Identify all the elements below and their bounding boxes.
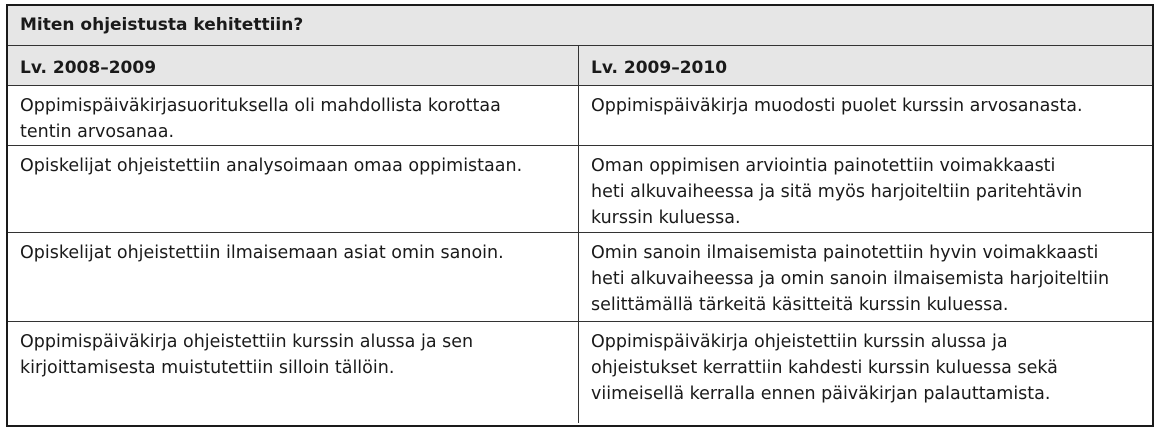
table-cell [579, 146, 1152, 232]
cell-line: Opiskelijat ohjeistettiin analysoimaan omaa oppimistaan. [20, 156, 523, 176]
table-row [8, 86, 1152, 146]
header-row [8, 46, 1152, 86]
cell-line: selittämällä tärkeitä käsitteitä kurssin kuluessa. [591, 295, 1009, 315]
header-col-2008-2009: Lv. 2008–2009 [8, 46, 579, 85]
comparison-table [6, 4, 1154, 427]
header-col-2009-2010: Lv. 2009–2010 [591, 58, 728, 78]
table-cell [579, 86, 1152, 145]
cell-line: Oppimispäiväkirja ohjeistettiin kurssin alussa ja sen [20, 332, 474, 352]
table-cell [8, 146, 579, 232]
table-cell [8, 322, 579, 423]
table-row [8, 146, 1152, 233]
cell-line: viimeisellä kerralla ennen päiväkirjan palauttamista. [591, 384, 1051, 404]
cell-line: tentin arvosanaa. [20, 122, 175, 142]
cell-line: heti alkuvaiheessa ja sitä myös harjoiteltiin paritehtävin [591, 182, 1083, 202]
cell-line: ohjeistukset kerrattiin kahdesti kurssin kuluessa sekä [591, 358, 1058, 378]
table-row [8, 233, 1152, 322]
cell-line: kirjoittamisesta muistutettiin silloin tällöin. [20, 358, 395, 378]
table-cell [579, 233, 1152, 321]
cell-line: heti alkuvaiheessa ja omin sanoin ilmaisemista harjoiteltiin [591, 269, 1110, 289]
table-cell [8, 86, 579, 145]
cell-line: Oman oppimisen arviointia painotettiin voimakkaasti [591, 156, 1056, 176]
cell-line: Oppimispäiväkirjasuorituksella oli mahdollista korottaa [20, 96, 501, 116]
cell-line: Oppimispäiväkirja muodosti puolet kurssin arvosanasta. [591, 96, 1083, 116]
table-title: Miten ohjeistusta kehitettiin? [8, 6, 1152, 46]
cell-line: kurssin kuluessa. [591, 208, 741, 228]
cell-line: Oppimispäiväkirja ohjeistettiin kurssin alussa ja [591, 332, 1008, 352]
table-cell [8, 233, 579, 321]
cell-line: Opiskelijat ohjeistettiin ilmaisemaan asiat omin sanoin. [20, 243, 504, 263]
cell-line: Omin sanoin ilmaisemista painotettiin hyvin voimakkaasti [591, 243, 1099, 263]
table-row [8, 322, 1152, 423]
table-cell [579, 322, 1152, 423]
